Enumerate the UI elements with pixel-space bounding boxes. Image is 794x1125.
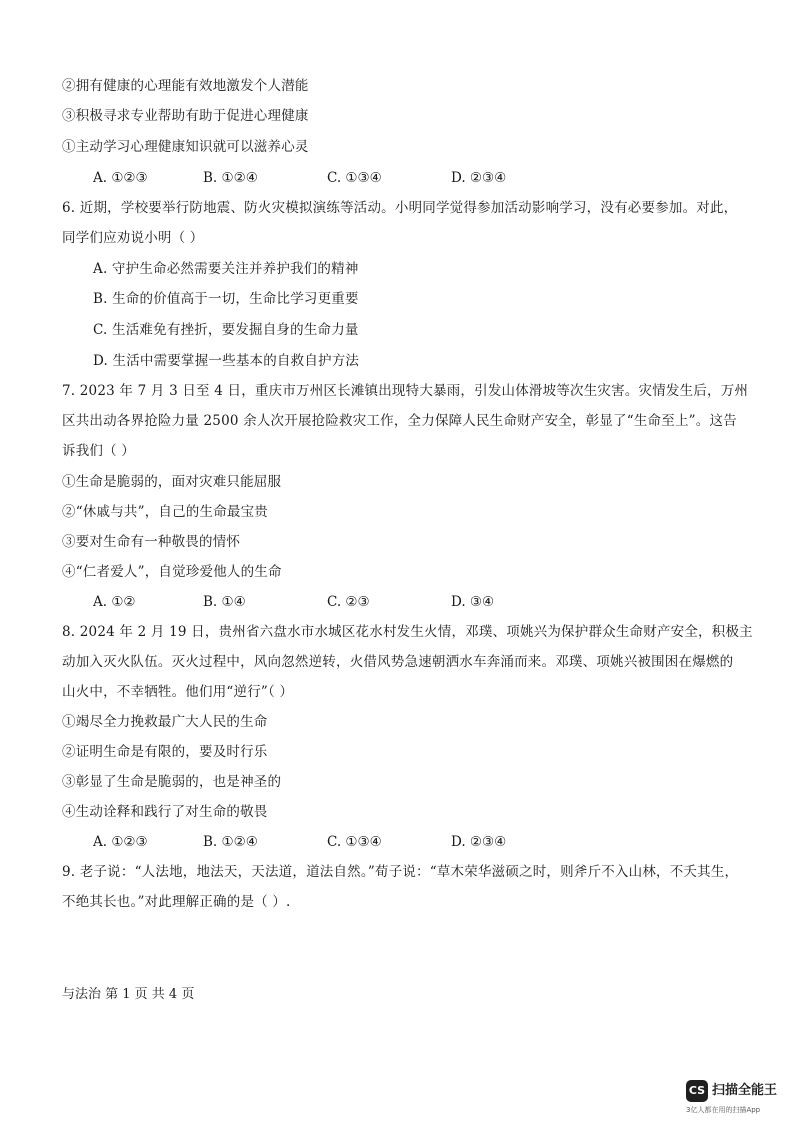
watermark-tagline: 3亿人都在用的扫描App [686,1106,761,1114]
q7-statement-1: ①生命是脆弱的，面对灾难只能屈服 [62,474,282,490]
q7-option-a: A. ①② [93,594,136,610]
q7-statement-3: ③要对生命有一种敬畏的情怀 [62,534,241,550]
q8-stem-line-3: 山火中，不幸牺牲。他们用“逆行”（ ） [62,684,294,700]
q6-option-b: B. 生命的价值高于一切，生命比学习更重要 [93,291,359,307]
q7-option-b: B. ①④ [203,594,246,610]
q8-option-d: D. ②③④ [451,834,507,850]
q6-stem-line-1: 6. 近期，学校要举行防地震、防火灾模拟演练等活动。小明同学觉得参加活动影响学习，没有必要参加。对此， [62,200,738,216]
q7-option-c: C. ②③ [327,594,370,610]
page-footer: 与法治 第 1 页 共 4 页 [62,987,195,1002]
q5-option-d: D. ②③④ [451,170,507,186]
q5-statement-3: ③积极寻求专业帮助有助于促进心理健康 [62,108,309,124]
q7-stem-line-2: 区共出动各界抢险力量 2500 余人次开展抢险救灾工作，全力保障人民生命财产安全，彰显了“生命至上”。这告 [62,413,737,429]
q8-option-a: A. ①②③ [93,834,148,850]
q5-option-b: B. ①②④ [203,170,258,186]
q8-option-c: C. ①③④ [327,834,382,850]
q9-stem-line-1: 9. 老子说：“人法地，地法天，天法道，道法自然。”荀子说：“草木荣华滋硕之时，则斧斤不入山林，不夭其生， [62,864,739,880]
q8-statement-1: ①竭尽全力挽救最广大人民的生命 [62,714,268,730]
q7-stem-line-1: 7. 2023 年 7 月 3 日至 4 日，重庆市万州区长滩镇出现特大暴雨，引发山体滑坡等次生灾害。灾情发生后，万州 [62,383,749,399]
q7-option-d: D. ③④ [451,594,495,610]
camscanner-logo-icon: CS [686,1080,708,1102]
scanner-watermark [686,1080,790,1120]
q8-statement-3: ③彰显了生命是脆弱的，也是神圣的 [62,774,282,790]
q6-option-c: C. 生活难免有挫折，要发掘自身的生命力量 [93,322,359,338]
q6-option-a: A. 守护生命必然需要关注并养护我们的精神 [93,261,359,277]
q6-option-d: D. 生活中需要掌握一些基本的自救自护方法 [93,353,360,369]
q8-statement-2: ②证明生命是有限的，要及时行乐 [62,744,268,760]
q7-stem-line-3: 诉我们（ ） [62,443,135,459]
q7-statement-2: ②“休戚与共”，自己的生命最宝贵 [62,504,269,520]
q6-stem-line-2: 同学们应劝说小明（ ） [62,230,204,246]
q5-statement-1: ①主动学习心理健康知识就可以滋养心灵 [62,139,309,155]
q5-option-c: C. ①③④ [327,170,382,186]
q8-stem-line-1: 8. 2024 年 2 月 19 日，贵州省六盘水市水城区花水村发生火情，邓璞、项姚兴为保护群众生命财产安全，积极主 [62,624,753,640]
watermark-app-name: 扫描全能王 [712,1083,778,1098]
q5-option-a: A. ①②③ [93,170,148,186]
q9-stem-line-2: 不绝其长也。”对此理解正确的是（ ）. [62,894,291,910]
q7-statement-4: ④“仁者爱人”，自觉珍爱他人的生命 [62,564,282,580]
q5-statement-2: ②拥有健康的心理能有效地激发个人潜能 [62,78,309,94]
q8-statement-4: ④生动诠释和践行了对生命的敬畏 [62,804,268,820]
q8-option-b: B. ①②④ [203,834,258,850]
q8-stem-line-2: 动加入灭火队伍。灭火过程中，风向忽然逆转，火借风势急速朝洒水车奔涌而来。邓璞、项姚兴被围困在爆燃的 [62,654,734,670]
